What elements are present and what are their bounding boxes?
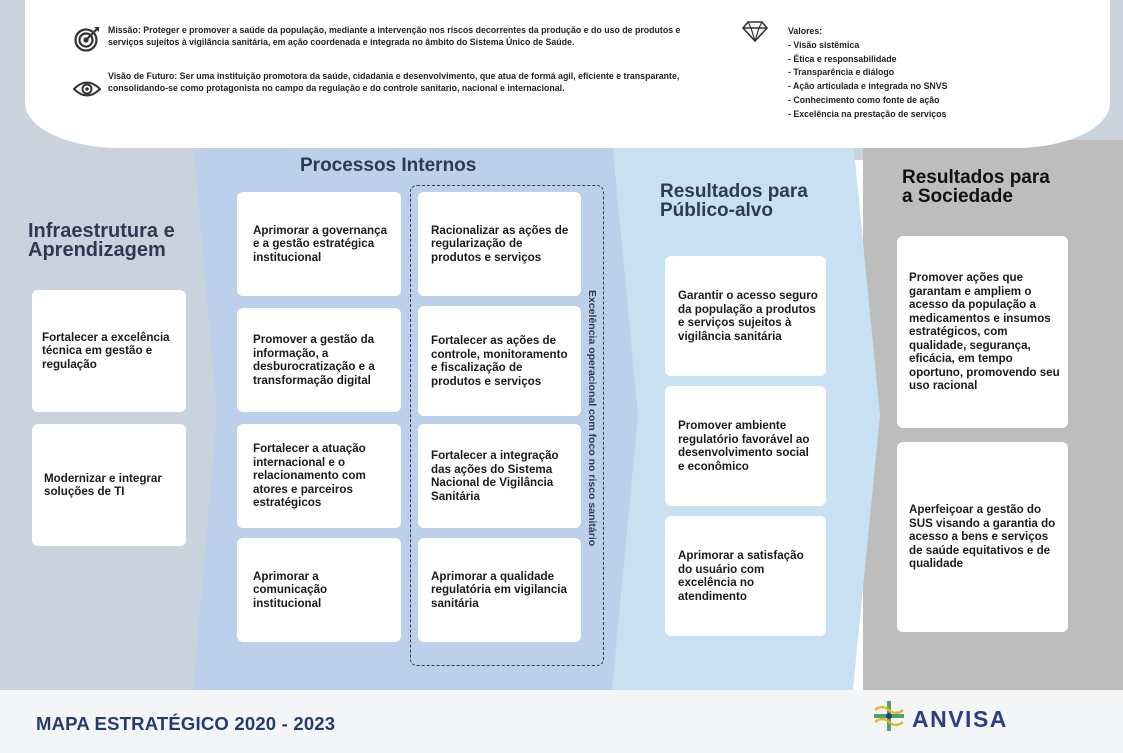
publico-card-satisfacao bbox=[665, 516, 826, 636]
vertical-label bbox=[584, 172, 600, 664]
processos-title: Processos Internos bbox=[300, 155, 477, 176]
card-text: Fortalecer a atuação internacional e o relacionamento com atores e parceiros estratégicos bbox=[253, 442, 366, 510]
infra-card-ti bbox=[32, 424, 186, 546]
card-text: Racionalizar as ações de regularização de produtos e serviços bbox=[431, 223, 569, 264]
card-text: Fortalecer as ações de controle, monitoramento e fiscalização de produtos e serviços bbox=[431, 334, 568, 388]
processos-card-qualidade bbox=[418, 538, 581, 642]
value-item: - Ação articulada e integrada no SNVS bbox=[788, 81, 948, 92]
mission-label: Missão: Proteger e promover a saúde da população, mediante a intervenção nos riscos decorrentes da produção e do uso de produtos e serviços sujeitos à vigilância sanitária, em ação coordenada e integrada no âmbito do Sistema Único de Saúde. bbox=[108, 25, 681, 47]
processos-card-regularizacao bbox=[418, 192, 581, 296]
value-item: - Ética e responsabilidade bbox=[788, 53, 897, 64]
footer-title: MAPA ESTRATÉGICO 2020 - 2023 bbox=[36, 713, 336, 734]
processos-card-internacional bbox=[237, 424, 401, 528]
publico-card-ambiente bbox=[665, 386, 826, 506]
eye-icon bbox=[73, 80, 101, 103]
publico-title: Resultados para Público-alvo bbox=[660, 181, 808, 221]
publico-card-acesso bbox=[665, 256, 826, 376]
sociedade-card-medicamentos bbox=[897, 236, 1068, 428]
values-list bbox=[788, 39, 1018, 122]
processos-card-comunicacao bbox=[237, 538, 401, 642]
card-text: Aprimorar a satisfação do usuário com excelência no atendimento bbox=[678, 549, 804, 603]
values-block bbox=[788, 25, 1018, 122]
sociedade-card-sus bbox=[897, 442, 1068, 632]
card-text: Aprimorar a governança e a gestão estratégica institucional bbox=[253, 223, 388, 264]
card-text: Promover ambiente regulatório favorável ao desenvolvimento social e econômico bbox=[678, 419, 810, 473]
processos-card-governanca bbox=[237, 192, 401, 296]
value-item: - Visão sistêmica bbox=[788, 39, 860, 50]
processos-card-controle bbox=[418, 306, 581, 416]
infra-card-excelencia bbox=[32, 290, 186, 412]
target-icon bbox=[74, 26, 100, 57]
values-title: Valores: bbox=[788, 26, 823, 36]
card-text: Garantir o acesso seguro da população a produtos e serviços sujeitos à vigilância sanitária bbox=[678, 289, 818, 343]
card-text: Aprimorar a qualidade regulatória em vigilancia sanitária bbox=[431, 569, 567, 610]
anvisa-brand: ANVISA bbox=[912, 706, 1008, 732]
vision-label: Visão de Futuro: Ser uma instituição promotora da saúde, cidadania e desenvolvimento, que atua de formá agil, eficiente e transparante, consolidando-se como protagonista no campo da regulação e do controle sanitario, nacional e internacional. bbox=[108, 71, 680, 93]
card-text: Modernizar e integrar soluções de TI bbox=[44, 471, 162, 498]
card-text: Aperfeiçoar a gestão do SUS visando a garantia do acesso a bens e serviços de saúde equitativos e de qualidade bbox=[909, 503, 1056, 571]
card-text: Fortalecer a excelência técnica em gestão e regulação bbox=[42, 330, 170, 371]
card-text: Promover ações que garantam e ampliem o acesso da população a medicamentos e insumos estratégicos, com qualidade, segurança, eficácia, em tempo oportuno, promovendo seu uso racional bbox=[909, 271, 1060, 393]
anvisa-logo-icon bbox=[872, 699, 906, 738]
value-item: - Conhecimento como fonte de ação bbox=[788, 94, 940, 105]
processos-card-integracao bbox=[418, 424, 581, 528]
mission-text bbox=[108, 24, 708, 48]
card-text: Fortalecer a integração das ações do Sistema Nacional de Vigilância Sanitária bbox=[431, 449, 559, 503]
vertical-label-text: Excelência operacional com foco no risco sanitário bbox=[586, 289, 598, 547]
vision-text bbox=[108, 70, 723, 94]
diamond-icon bbox=[742, 20, 768, 47]
value-item: - Excelência na prestação de serviços bbox=[788, 108, 947, 119]
value-item: - Transparência e diálogo bbox=[788, 67, 895, 78]
card-text: Aprimorar a comunicação institucional bbox=[253, 569, 328, 610]
processos-card-informacao bbox=[237, 308, 401, 412]
infra-title: Infraestrutura e Aprendizagem bbox=[28, 220, 175, 261]
sociedade-title: Resultados para a Sociedade bbox=[902, 167, 1050, 207]
card-text: Promover a gestão da informação, a desburocratização e a transformação digital bbox=[253, 333, 375, 387]
